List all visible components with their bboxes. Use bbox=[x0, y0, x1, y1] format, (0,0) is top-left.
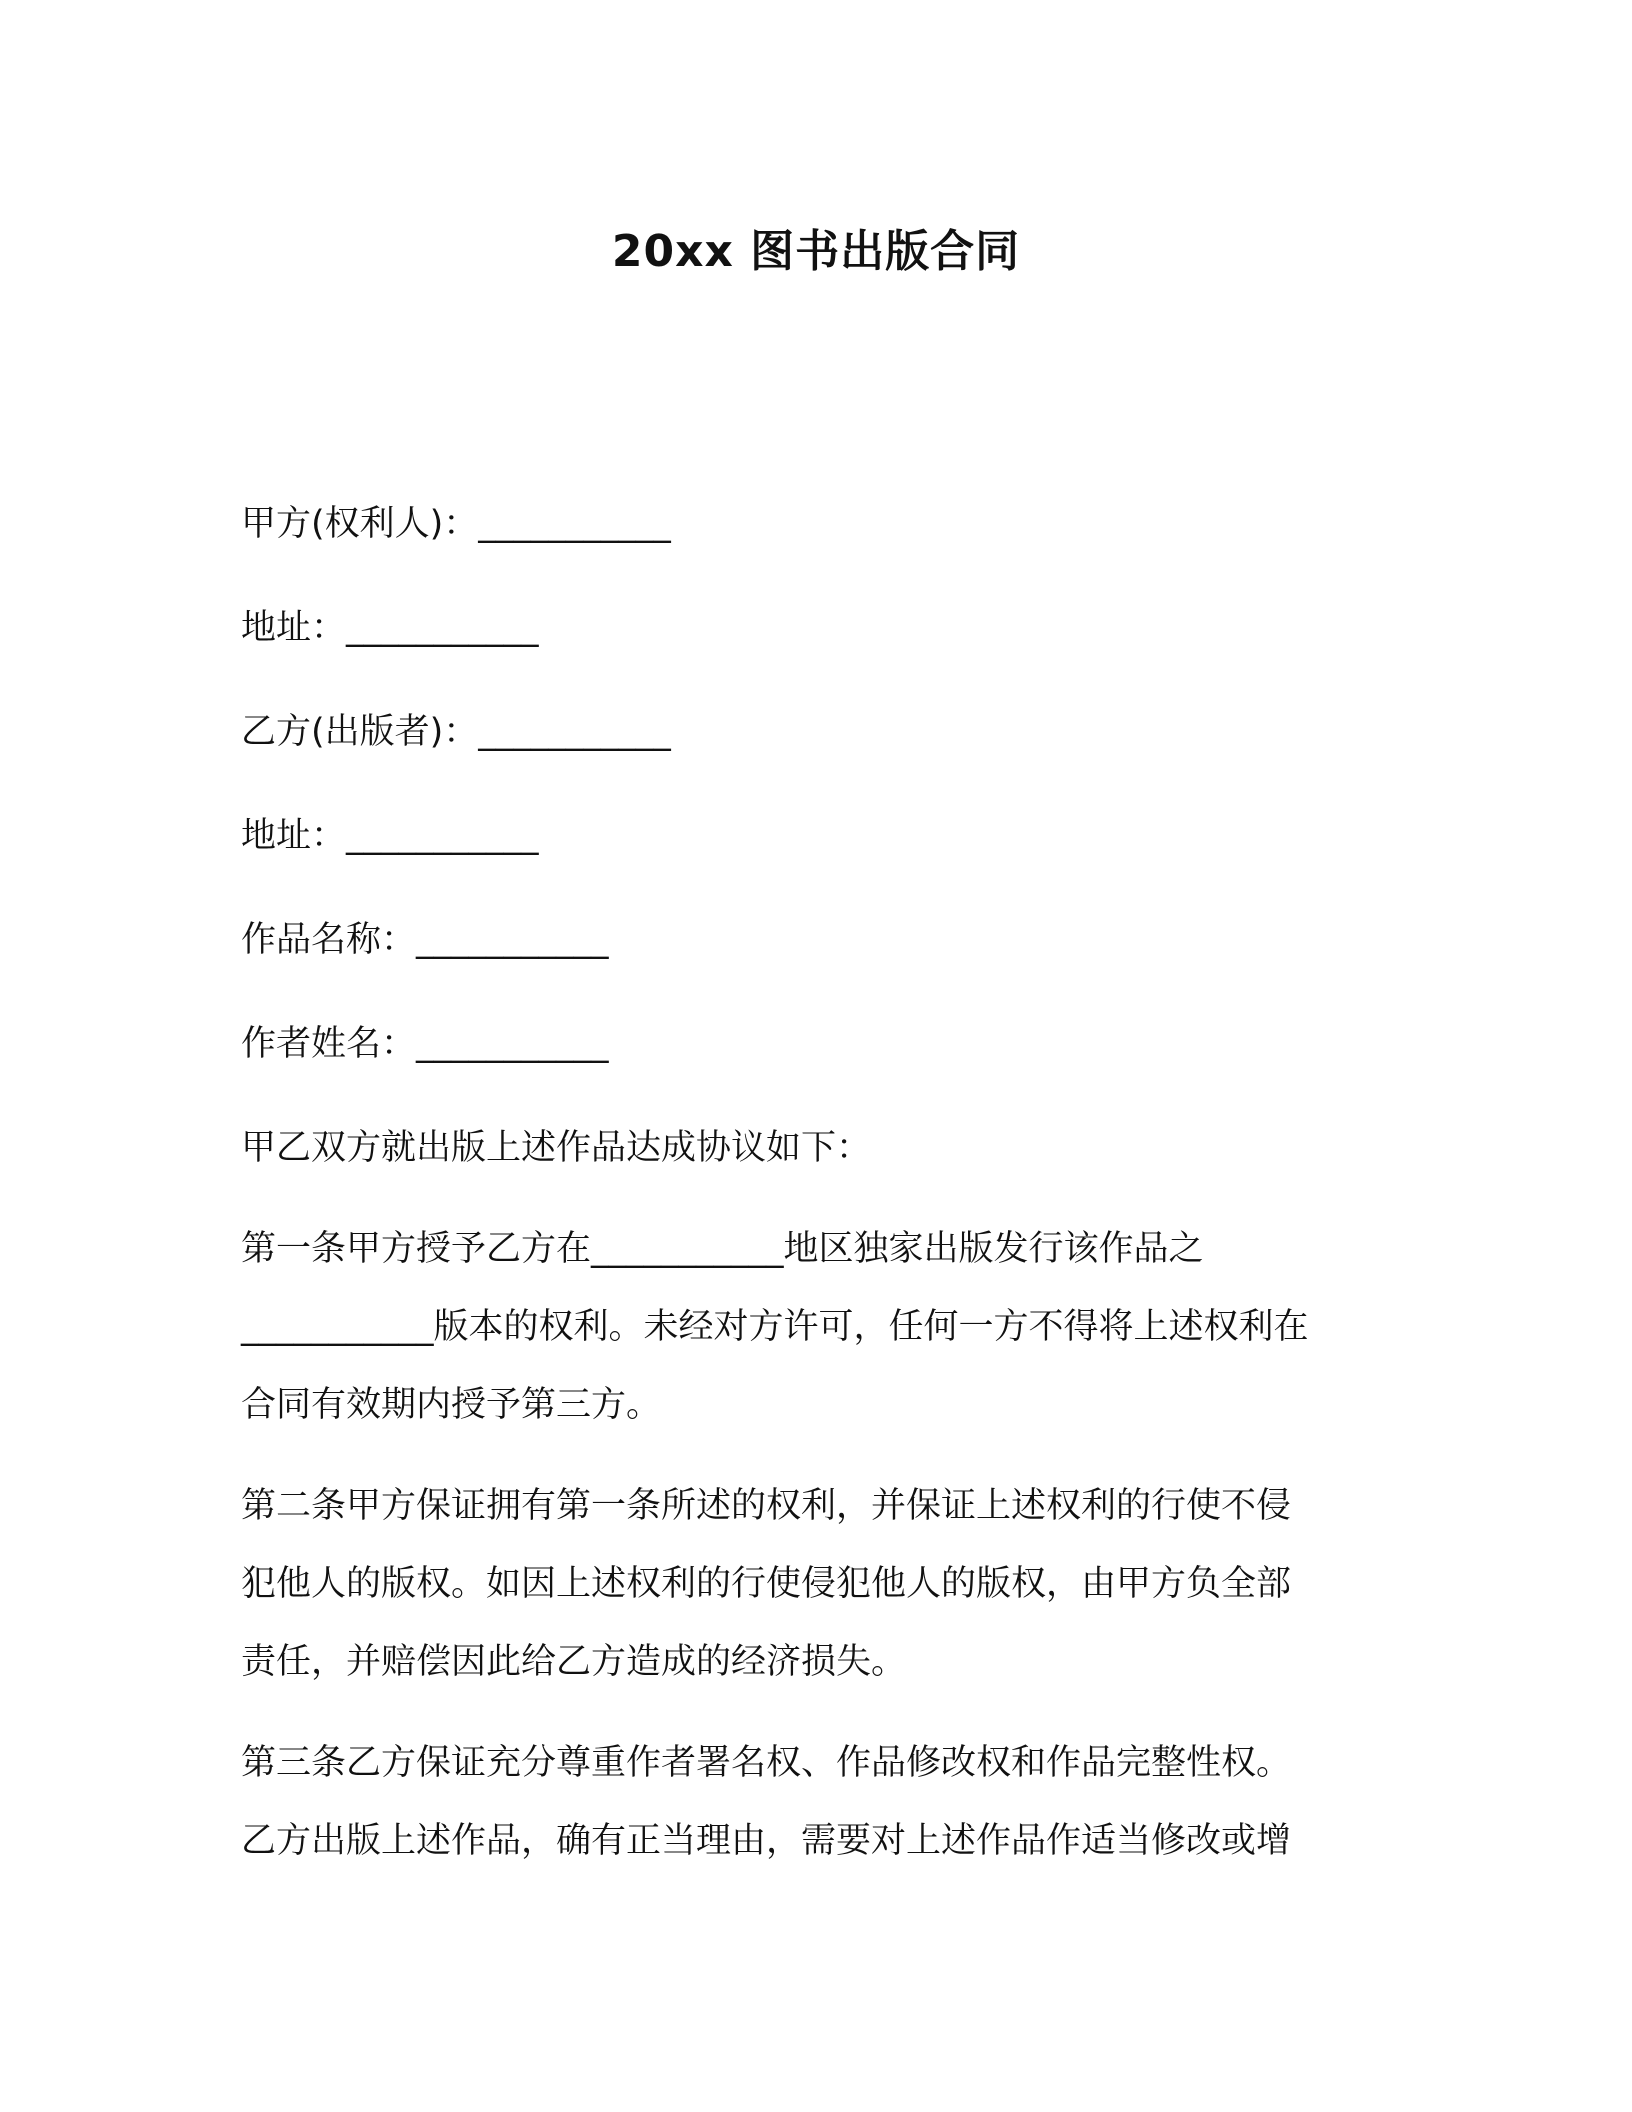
work-title-field: 作品名称：___________ bbox=[241, 920, 609, 960]
intro-paragraph: 甲乙双方就出版上述作品达成协议如下： bbox=[241, 1128, 872, 1168]
article-1-line-3: 合同有效期内授予第三方。 bbox=[241, 1385, 662, 1425]
article-1-line-2: ___________版本的权利。未经对方许可，任何一方不得将上述权利在 bbox=[241, 1307, 1309, 1347]
party-a-field: 甲方(权利人)：___________ bbox=[241, 504, 671, 544]
party-a-address-field: 地址：___________ bbox=[241, 608, 539, 648]
article-3-line-2: 乙方出版上述作品，确有正当理由，需要对上述作品作适当修改或增 bbox=[241, 1821, 1292, 1861]
article-1-line-1: 第一条甲方授予乙方在___________地区独家出版发行该作品之 bbox=[241, 1229, 1204, 1269]
document-title: 20xx 图书出版合同 bbox=[611, 226, 1021, 277]
article-3-line-1: 第三条乙方保证充分尊重作者署名权、作品修改权和作品完整性权。 bbox=[241, 1743, 1292, 1783]
article-2-line-2: 犯他人的版权。如因上述权利的行使侵犯他人的版权，由甲方负全部 bbox=[241, 1564, 1292, 1604]
article-2-line-1: 第二条甲方保证拥有第一条所述的权利，并保证上述权利的行使不侵 bbox=[241, 1486, 1292, 1526]
article-2-line-3: 责任，并赔偿因此给乙方造成的经济损失。 bbox=[241, 1642, 907, 1682]
author-name-field: 作者姓名：___________ bbox=[241, 1024, 609, 1064]
party-b-address-field: 地址：___________ bbox=[241, 816, 539, 856]
party-b-field: 乙方(出版者)：___________ bbox=[241, 712, 671, 752]
